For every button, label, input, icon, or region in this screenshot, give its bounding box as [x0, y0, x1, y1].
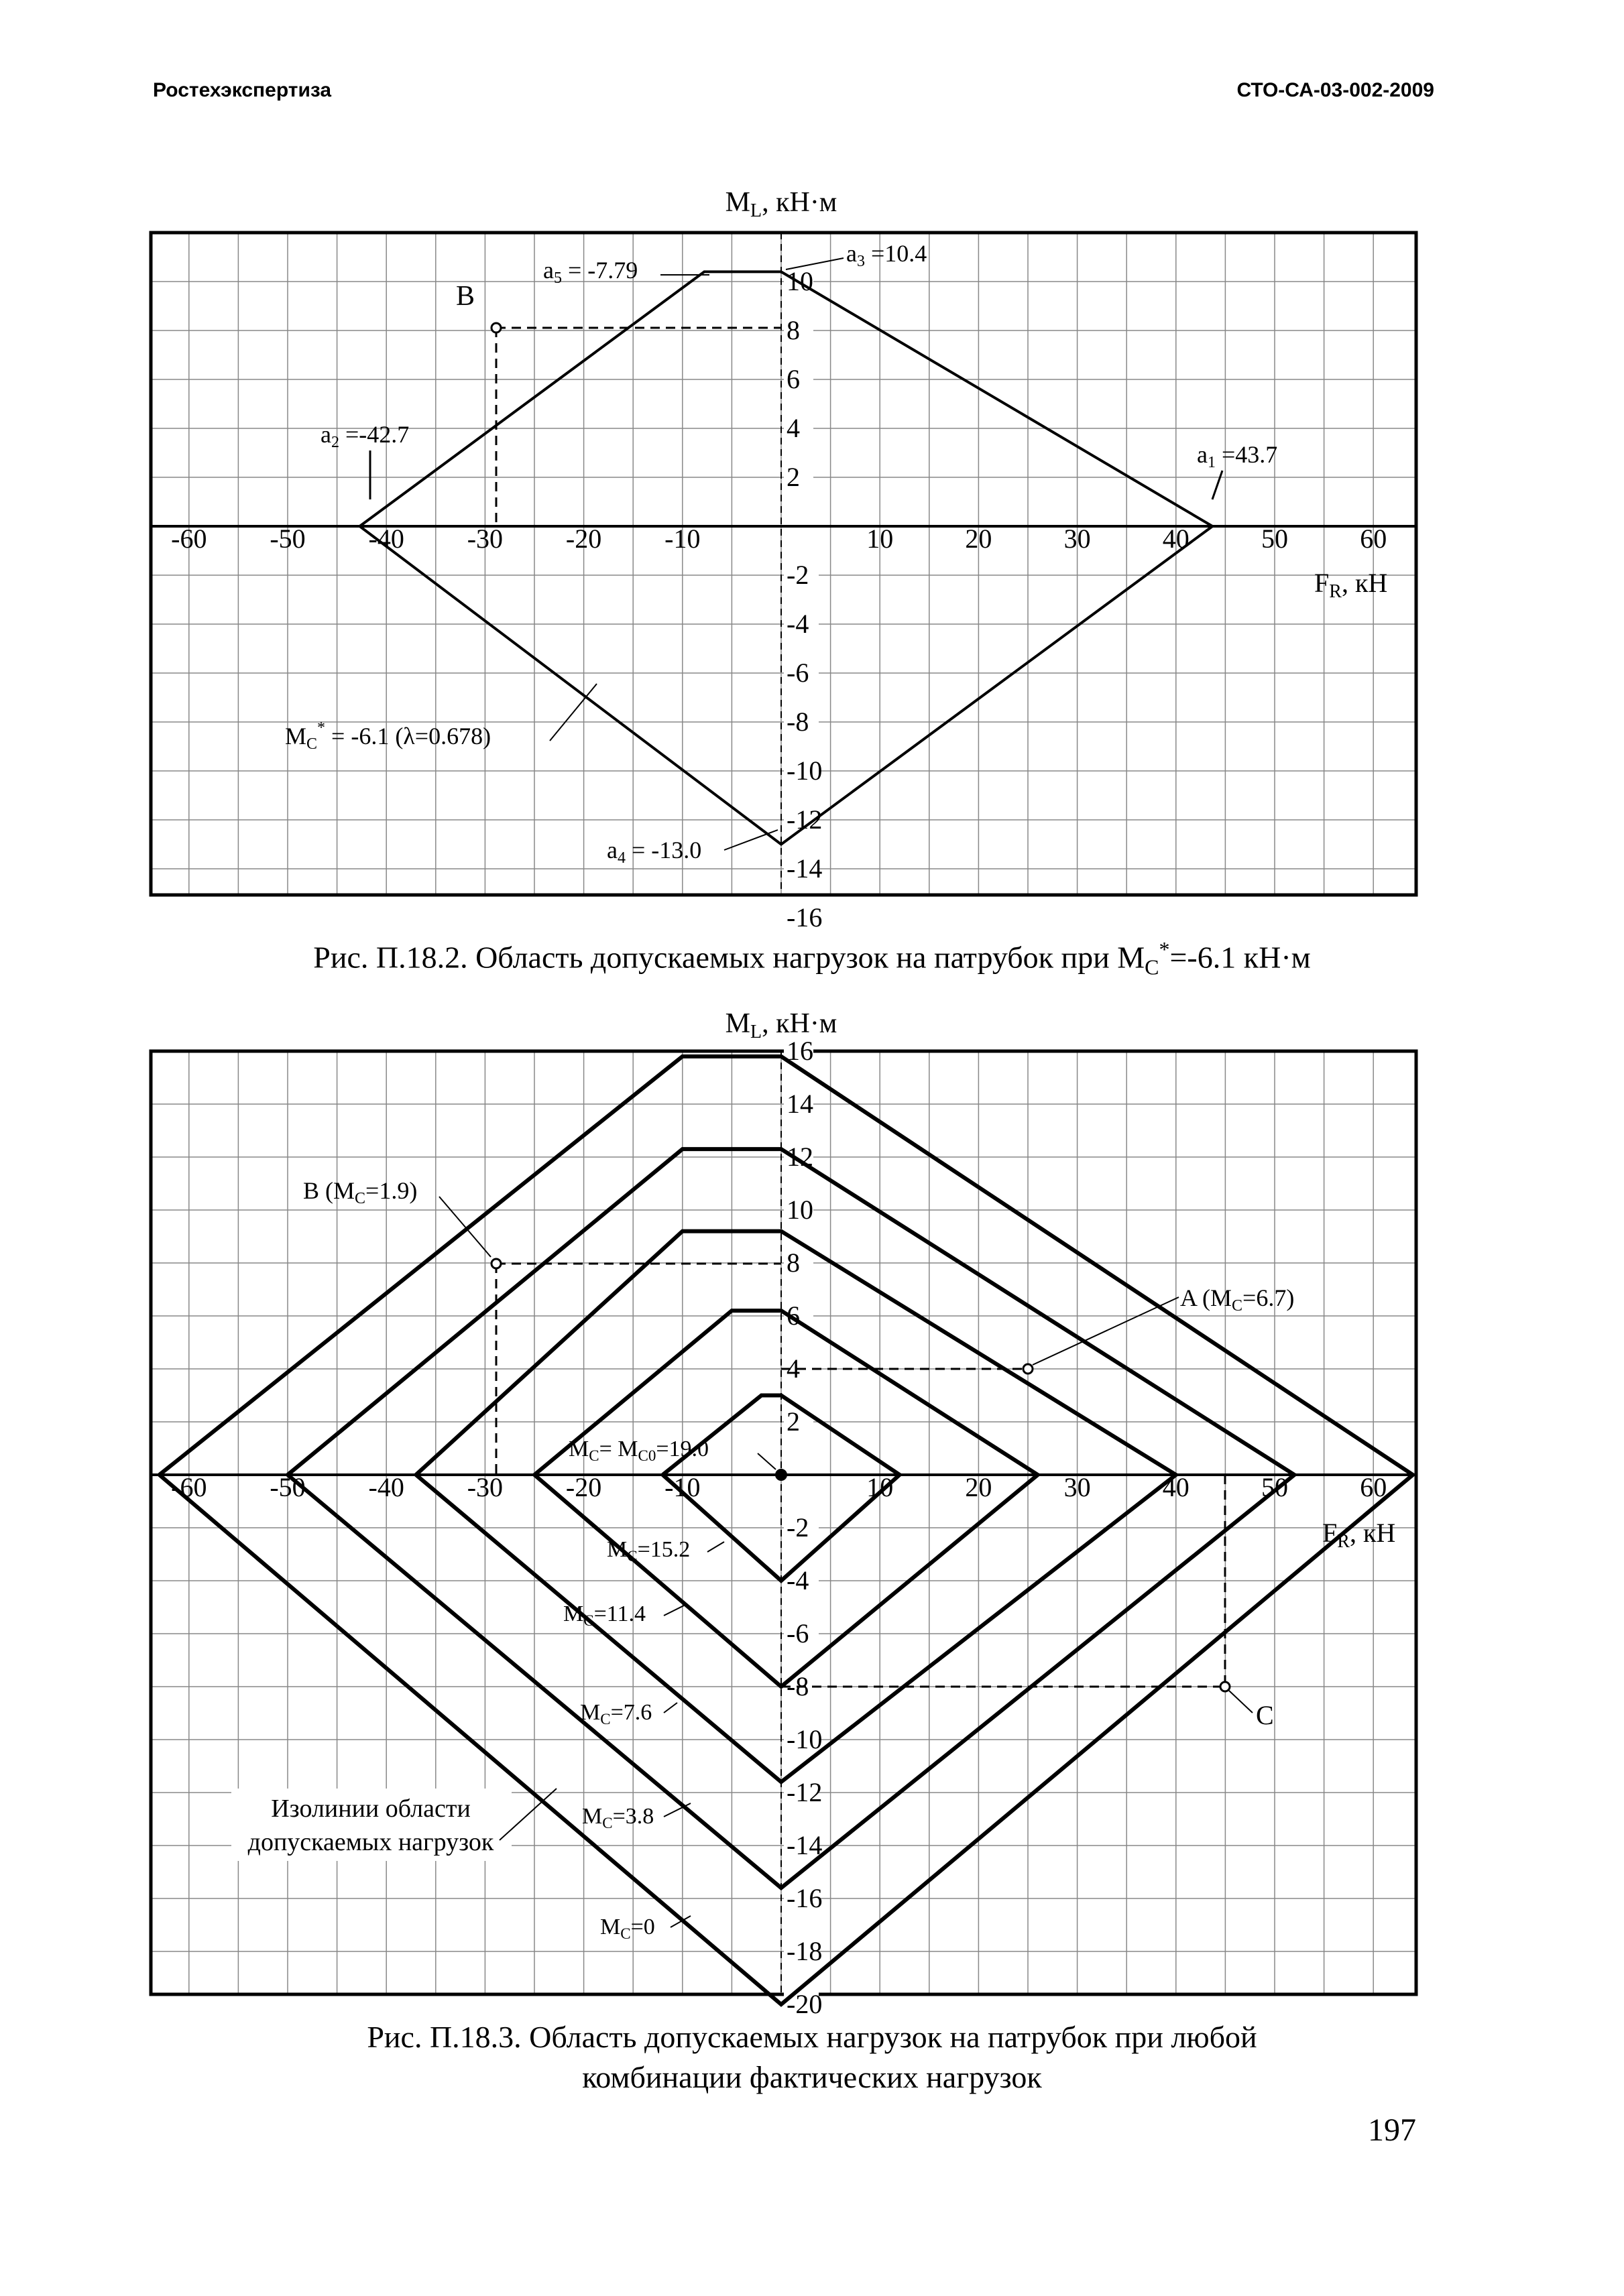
figure2-label-mc76-leader	[664, 1703, 677, 1713]
figure1-annotation-a4: a4 = -13.0	[607, 837, 702, 867]
figure1-annotation-mc-leader	[550, 684, 597, 741]
x-tick-label: -60	[171, 524, 207, 554]
figure2-label-mc0: $M_C= M_{C0}=19.0$	[569, 1437, 709, 1464]
y-tick-label: -16	[787, 902, 823, 932]
figure2-xlabel: $F_R$, кН	[1322, 1518, 1396, 1552]
y-tick-label: 2	[787, 462, 800, 492]
x-tick-label: 40	[1162, 524, 1190, 554]
figure1-annotation-a5: a5 = -7.79	[543, 257, 638, 287]
figure2-ylabel: ML, кН·м	[725, 1008, 837, 1042]
figure2-label-mc152-leader	[707, 1542, 724, 1552]
page-number: 197	[1368, 2112, 1416, 2148]
x-tick-label: -40	[368, 524, 404, 554]
figure2-label-mc114-leader	[664, 1606, 684, 1616]
y-tick-label: 6	[787, 364, 800, 394]
figure2-label-mc152: $M_C=15.2$	[607, 1537, 691, 1565]
figure1-chart	[151, 187, 1416, 932]
x-tick-label: -30	[467, 1472, 504, 1502]
y-tick-label: 2	[787, 1406, 800, 1437]
y-tick-label: 8	[787, 1248, 800, 1278]
x-tick-label: 20	[965, 524, 992, 554]
x-tick-label: 10	[866, 524, 894, 554]
figure2-label-mc0-leader	[758, 1453, 776, 1469]
y-tick-label: -14	[787, 1830, 823, 1860]
x-tick-label: -10	[664, 1472, 701, 1502]
figure1-grid	[151, 233, 1416, 895]
figure1-caption: Рис. П.18.2. Область допускаемых нагрузок на патрубок при $M_C^*=-6.1$ кН·м	[313, 937, 1311, 979]
x-tick-label: 60	[1360, 524, 1387, 554]
figure1-point-b-marker	[491, 323, 501, 333]
header-organization: Ростехэкспертиза	[153, 79, 332, 101]
figure2-chart	[151, 1008, 1416, 2019]
y-tick-label: -12	[787, 804, 823, 835]
y-tick-label: 4	[787, 1353, 800, 1384]
x-tick-label: 30	[1063, 524, 1091, 554]
figure2-isolines-note-line1: Изолинии области	[271, 1795, 471, 1823]
y-tick-label: -6	[787, 1618, 809, 1648]
figure2-point-a-label: A (MC=6.7)	[1180, 1284, 1295, 1315]
figure2-caption-line1: Рис. П.18.3. Область допускаемых нагрузок на патрубок при любой	[367, 2020, 1257, 2054]
figure2-point-a-marker	[1023, 1364, 1033, 1374]
figure2-label-mc38: $M_C=3.8$	[582, 1804, 654, 1831]
figure2-point-b-label: B (MC=1.9)	[303, 1177, 418, 1207]
y-tick-label: 8	[787, 315, 800, 345]
y-tick-label: -6	[787, 658, 809, 688]
x-tick-label: 60	[1360, 1472, 1387, 1502]
y-tick-label: -2	[787, 1512, 809, 1543]
figure2-point-c-leader	[1229, 1691, 1253, 1713]
figure1-xlabel: $F_R$, кН	[1314, 568, 1388, 602]
x-tick-label: -60	[171, 1472, 207, 1502]
x-tick-label: 50	[1261, 1472, 1288, 1502]
y-tick-label: 4	[787, 413, 800, 443]
y-tick-label: -14	[787, 853, 823, 884]
figure1-annotation-a3-leader	[786, 258, 844, 269]
figure1-annotation-a2: a2 =-42.7	[321, 421, 410, 451]
x-tick-label: 40	[1162, 1472, 1190, 1502]
y-tick-label: -2	[787, 560, 809, 590]
x-tick-label: -50	[270, 524, 306, 554]
y-tick-label: -20	[787, 1989, 823, 2019]
y-tick-label: -4	[787, 1565, 809, 1595]
figure2-label-mc76: $M_C=7.6$	[580, 1700, 652, 1728]
figure1-annotation-a1: a1 =43.7	[1197, 441, 1278, 471]
y-tick-label: 10	[787, 1195, 813, 1225]
y-tick-label: -12	[787, 1777, 823, 1807]
x-tick-label: -30	[467, 524, 504, 554]
x-tick-label: -20	[565, 1472, 602, 1502]
figure1-ytick-labels	[784, 266, 822, 932]
figure1-xtick-labels	[171, 524, 1387, 554]
figure2-point-c-marker	[1220, 1682, 1230, 1691]
y-tick-label: 16	[787, 1036, 813, 1066]
y-tick-label: -10	[787, 756, 823, 786]
figure2-point-b-leader	[439, 1197, 491, 1257]
y-tick-label: -4	[787, 609, 809, 639]
header-document-code: СТО-СА-03-002-2009	[1236, 79, 1434, 101]
figure1-ylabel: ML, кН·м	[725, 187, 837, 221]
figure2-label-mc0-iso: $M_C=0$	[600, 1915, 655, 1942]
figure2-center-point	[775, 1469, 787, 1481]
x-tick-label: 10	[866, 1472, 894, 1502]
x-tick-label: -20	[565, 524, 602, 554]
figure1-annotation-a1-leader	[1212, 471, 1222, 499]
figure2-isolines-note-line2: допускаемых нагрузок	[247, 1828, 494, 1856]
y-tick-label: -8	[787, 707, 809, 737]
x-tick-label: -40	[368, 1472, 404, 1502]
x-tick-label: 50	[1261, 524, 1288, 554]
figure1-point-b-label: B	[456, 281, 475, 312]
figure2-caption-line2: комбинации фактических нагрузок	[582, 2060, 1042, 2094]
y-tick-label: 10	[787, 266, 813, 296]
y-tick-label: 6	[787, 1301, 800, 1331]
y-tick-label: -16	[787, 1883, 823, 1913]
figure2-point-c-label: C	[1256, 1700, 1274, 1730]
y-tick-label: -10	[787, 1724, 823, 1754]
y-tick-label: 12	[787, 1142, 813, 1172]
figure2-label-mc114: $M_C=11.4$	[563, 1602, 646, 1629]
y-tick-label: -18	[787, 1936, 823, 1966]
y-tick-label: -8	[787, 1671, 809, 1701]
figure1-frame	[151, 233, 1416, 895]
figure2-point-b-marker	[491, 1259, 501, 1268]
figure1-annotation-a3: a3 =10.4	[846, 240, 927, 270]
x-tick-label: -10	[664, 524, 701, 554]
x-tick-label: 30	[1063, 1472, 1091, 1502]
x-tick-label: 20	[965, 1472, 992, 1502]
y-tick-label: 14	[787, 1089, 813, 1119]
figure1-annotation-mc: MC* = -6.1 (λ=0.678)	[285, 719, 491, 753]
x-tick-label: -50	[270, 1472, 306, 1502]
